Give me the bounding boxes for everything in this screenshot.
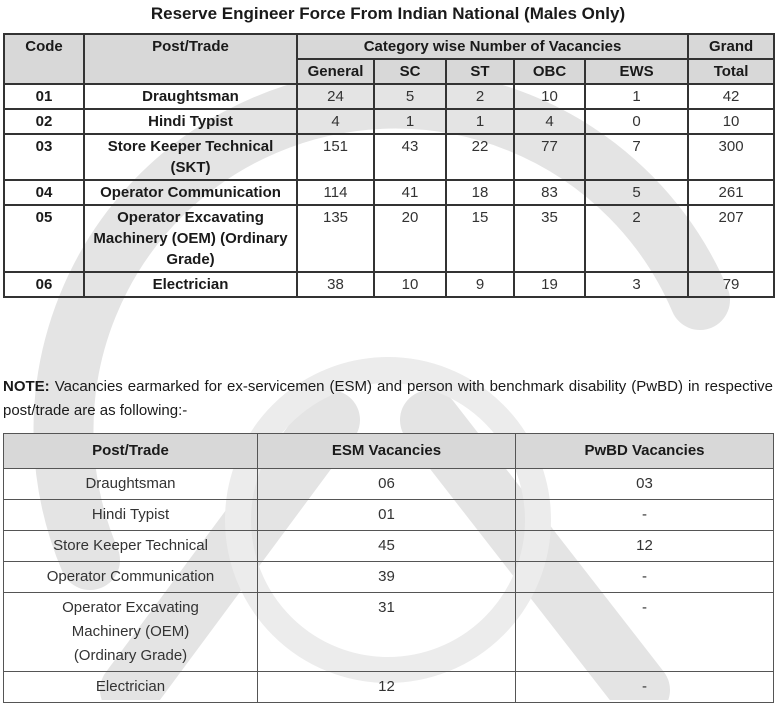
header-obc: OBC xyxy=(514,59,585,84)
cell-code: 03 xyxy=(4,134,84,180)
cell-post: Operator Communication xyxy=(84,180,297,205)
cell-post: Electrician xyxy=(84,272,297,297)
cell-total: 261 xyxy=(688,180,774,205)
note-paragraph xyxy=(3,375,773,423)
cell-esm: 45 xyxy=(258,531,516,562)
cell-obc: 77 xyxy=(514,134,585,180)
cell-pwbd: 03 xyxy=(516,469,774,500)
cell-code: 02 xyxy=(4,109,84,134)
cell-st: 15 xyxy=(446,205,514,272)
table-row xyxy=(4,593,774,672)
cell-obc: 4 xyxy=(514,109,585,134)
cell-post: Store Keeper Technical xyxy=(4,531,258,562)
cell-general: 114 xyxy=(297,180,374,205)
cell-st: 22 xyxy=(446,134,514,180)
cell-st: 2 xyxy=(446,84,514,109)
header-pwbd-vacancies: PwBD Vacancies xyxy=(516,434,774,469)
cell-post: Operator Communication xyxy=(4,562,258,593)
page-title: Reserve Engineer Force From Indian National (Males Only) xyxy=(150,4,626,23)
cell-obc: 83 xyxy=(514,180,585,205)
cell-sc: 41 xyxy=(374,180,446,205)
cell-pwbd: - xyxy=(516,593,774,672)
header-category-group: Category wise Number of Vacancies xyxy=(297,34,688,59)
cell-ews: 0 xyxy=(585,109,688,134)
header-esm-vacancies: ESM Vacancies xyxy=(258,434,516,469)
cell-total: 207 xyxy=(688,205,774,272)
cell-code: 06 xyxy=(4,272,84,297)
cell-pwbd: - xyxy=(516,672,774,703)
cell-ews: 5 xyxy=(585,180,688,205)
table-row xyxy=(4,469,774,500)
cell-pwbd: - xyxy=(516,500,774,531)
cell-sc: 10 xyxy=(374,272,446,297)
cell-obc: 19 xyxy=(514,272,585,297)
cell-sc: 43 xyxy=(374,134,446,180)
cell-post: Draughtsman xyxy=(84,84,297,109)
cell-pwbd: - xyxy=(516,562,774,593)
table-row xyxy=(4,84,774,109)
cell-sc: 5 xyxy=(374,84,446,109)
cell-post: Store Keeper Technical (SKT) xyxy=(84,134,297,180)
table-row xyxy=(4,134,774,180)
header-sc: SC xyxy=(374,59,446,84)
cell-ews: 3 xyxy=(585,272,688,297)
cell-esm: 31 xyxy=(258,593,516,672)
cell-general: 38 xyxy=(297,272,374,297)
header-post-trade: Post/Trade xyxy=(4,434,258,469)
cell-st: 9 xyxy=(446,272,514,297)
header-st: ST xyxy=(446,59,514,84)
vacancy-table xyxy=(3,33,775,298)
table-row xyxy=(4,205,774,272)
cell-total: 42 xyxy=(688,84,774,109)
cell-st: 18 xyxy=(446,180,514,205)
cell-post: Operator Excavating Machinery (OEM) (Ordinary Grade) xyxy=(4,593,258,672)
cell-post: Electrician xyxy=(4,672,258,703)
cell-ews: 1 xyxy=(585,84,688,109)
cell-total: 79 xyxy=(688,272,774,297)
header-general: General xyxy=(297,59,374,84)
cell-ews: 2 xyxy=(585,205,688,272)
cell-code: 05 xyxy=(4,205,84,272)
note-label: NOTE: xyxy=(3,378,50,395)
cell-ews: 7 xyxy=(585,134,688,180)
cell-general: 151 xyxy=(297,134,374,180)
cell-general: 135 xyxy=(297,205,374,272)
cell-st: 1 xyxy=(446,109,514,134)
header-grand: Grand xyxy=(688,34,774,59)
cell-esm: 01 xyxy=(258,500,516,531)
cell-total: 300 xyxy=(688,134,774,180)
header-post-trade: Post/Trade xyxy=(84,34,297,84)
cell-post: Draughtsman xyxy=(4,469,258,500)
cell-post: Hindi Typist xyxy=(84,109,297,134)
cell-general: 24 xyxy=(297,84,374,109)
cell-code: 04 xyxy=(4,180,84,205)
table-row xyxy=(4,500,774,531)
cell-sc: 20 xyxy=(374,205,446,272)
table-row xyxy=(4,180,774,205)
header-code: Code xyxy=(4,34,84,84)
table-row xyxy=(4,531,774,562)
table-row xyxy=(4,272,774,297)
cell-sc: 1 xyxy=(374,109,446,134)
header-ews: EWS xyxy=(585,59,688,84)
table-row xyxy=(4,672,774,703)
esm-pwbd-table xyxy=(3,433,774,703)
cell-code: 01 xyxy=(4,84,84,109)
header-total: Total xyxy=(688,59,774,84)
cell-post: Operator Excavating Machinery (OEM) (Ordinary Grade) xyxy=(84,205,297,272)
cell-post: Hindi Typist xyxy=(4,500,258,531)
cell-esm: 39 xyxy=(258,562,516,593)
cell-obc: 35 xyxy=(514,205,585,272)
note-text: Vacancies earmarked for ex-servicemen (ESM) and person with benchmark disability (PwBD) in respective post/trade are as following:- xyxy=(3,378,774,419)
cell-general: 4 xyxy=(297,109,374,134)
cell-esm: 12 xyxy=(258,672,516,703)
cell-esm: 06 xyxy=(258,469,516,500)
cell-total: 10 xyxy=(688,109,774,134)
table-row xyxy=(4,109,774,134)
cell-obc: 10 xyxy=(514,84,585,109)
cell-pwbd: 12 xyxy=(516,531,774,562)
table-row xyxy=(4,562,774,593)
